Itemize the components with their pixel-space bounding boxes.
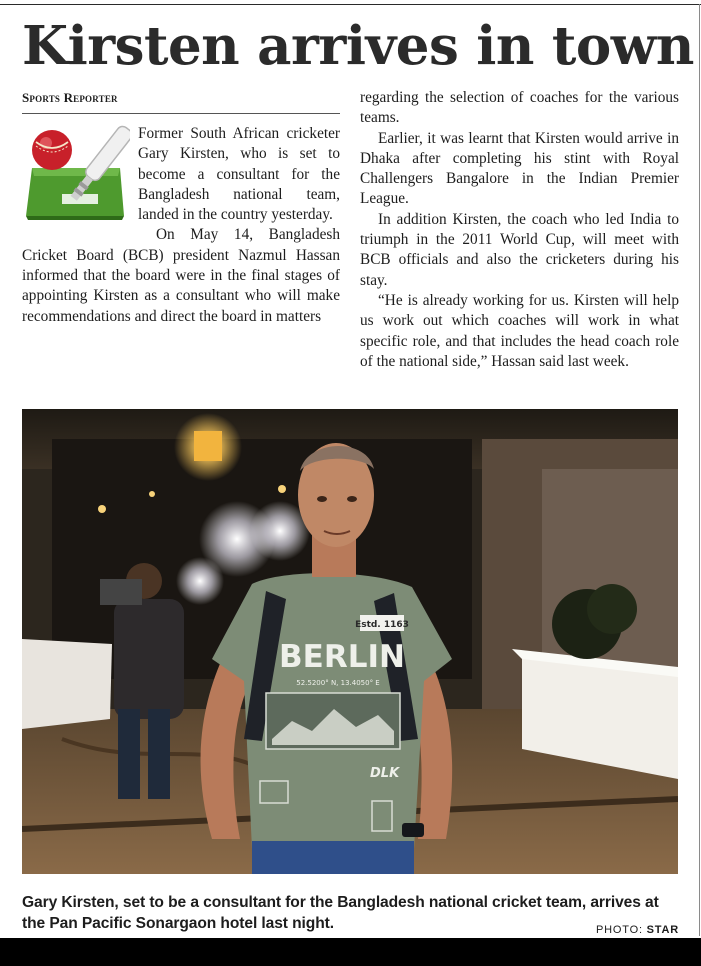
shirt-badge: Estd. 1163 (355, 620, 409, 630)
headline: Kirsten arrives in town (22, 15, 694, 77)
cricket-ball-bat-icon (22, 124, 130, 228)
paragraph-2-part-2: regarding the selection of coaches for the various teams. (360, 89, 679, 127)
shirt-coords: 52.5200° N, 13.4050° E (296, 679, 380, 687)
paragraph-3: Earlier, it was learnt that Kirsten would arrive in Dhaka after completing his stint with Royal Challengers Bangalore in the Indian Premier League. (360, 129, 679, 208)
shirt-text: BERLIN (279, 639, 405, 675)
news-photo (22, 409, 678, 874)
paragraph-1: Former South African cricketer Gary Kirsten, who is set to become a consultant for the Bangladesh national team, landed in the country yesterday. (138, 125, 340, 224)
paragraph-4: In addition Kirsten, the coach who led India to triumph in the 2011 World Cup, will meet with BCB officials and also the cricketers during his stay. (360, 210, 679, 289)
column-2 (360, 88, 679, 372)
photo-credit-source: STAR (646, 924, 679, 936)
byline: Sports Reporter (22, 89, 340, 114)
paragraph-2-part-1: On May 14, Bangladesh Cricket Board (BCB) president Nazmul Hassan informed that the board were in the final stages of appointing Kirsten as a consultant who will make recommendations and direct the board in matters (22, 226, 340, 325)
photo-caption: Gary Kirsten, set to be a consultant for the Bangladesh national cricket team, arrives at the Pan Pacific Sonargaon hotel last night. (22, 894, 659, 932)
shirt-logo: DLK (370, 766, 400, 781)
right-rule (699, 4, 700, 936)
photo-credit (596, 924, 679, 936)
top-rule (0, 4, 701, 5)
bottom-bar (0, 938, 701, 966)
column-1 (22, 124, 340, 327)
photo-credit-label: PHOTO: (596, 924, 643, 936)
paragraph-5: “He is already working for us. Kirsten will help us work out which coaches will work in what specific role, and that includes the head coach role of the national side,” Hassan said last week. (360, 291, 679, 370)
